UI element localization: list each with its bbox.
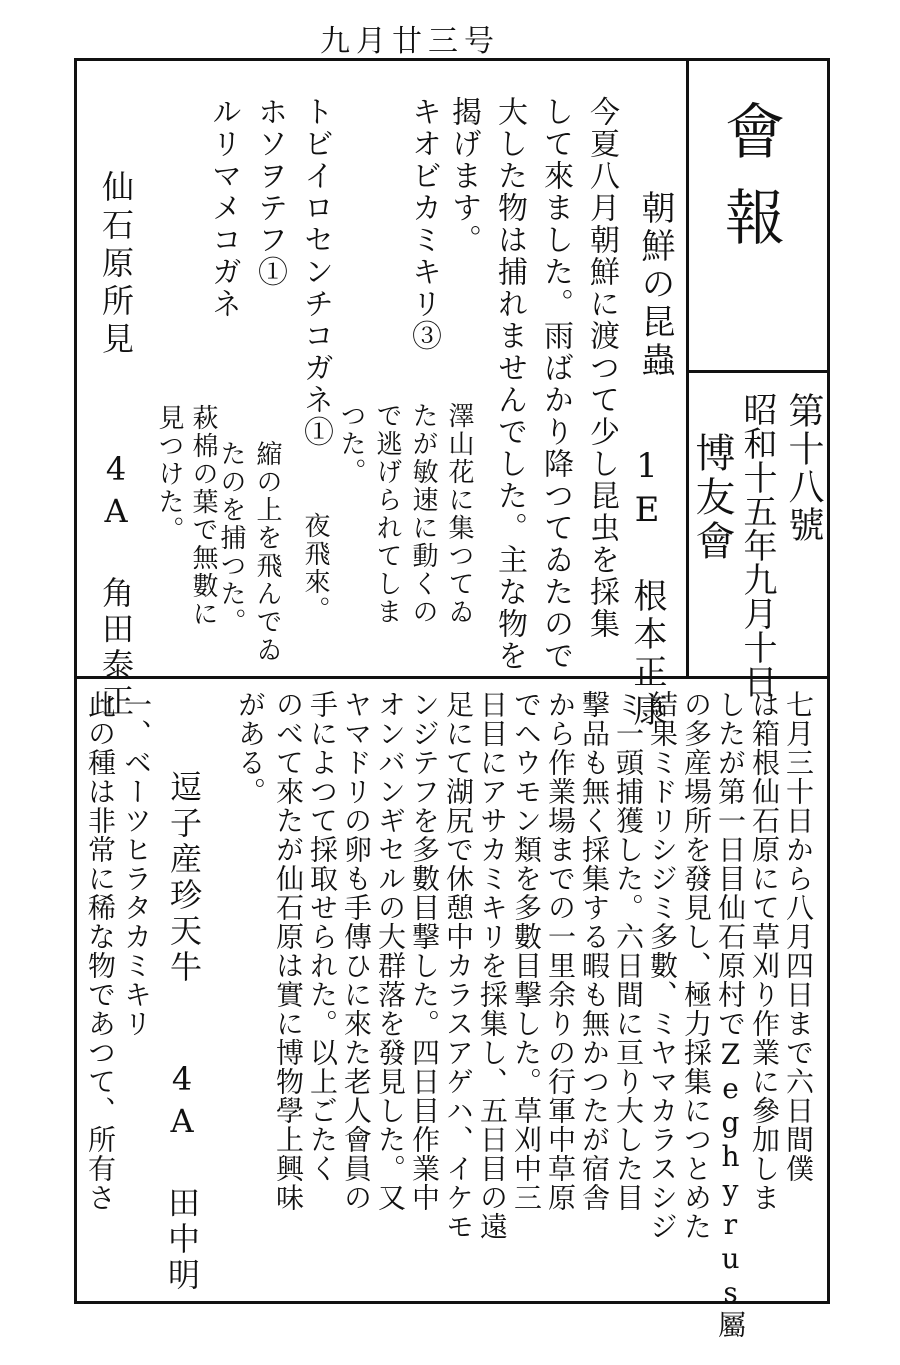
paragraph-line: 揭げます。 xyxy=(446,96,481,256)
article-author-sengoku: 4A 角田泰正 xyxy=(97,450,135,720)
publisher-name: 博友會 xyxy=(689,432,735,564)
masthead-title: 會報 xyxy=(715,100,785,272)
body-line: ミ一頭捕獲した。六日間に亘り大した目 xyxy=(612,690,645,1212)
horizontal-divider xyxy=(74,676,830,679)
body-line: 足にて湖尻で休憩中カラスアゲハ、イケモ xyxy=(442,690,475,1241)
species-note: 見つけた。 xyxy=(154,404,184,544)
body-line: 一、ベーツヒラタカミキリ xyxy=(120,690,153,1038)
issue-number: 第十八號 xyxy=(783,392,824,544)
species-note: つた。 xyxy=(336,402,366,486)
article-title-zushi: 逗子産珍天牛 xyxy=(165,770,203,986)
body-line: 七月三十日から八月四日まで六日間僕 xyxy=(782,690,815,1183)
body-line: ヤマドリの卵も手傳ひに來た老人會員の xyxy=(340,690,373,1212)
body-line: がある。 xyxy=(234,690,267,806)
body-line: 結果ミドリシジミ多數、ミヤマカラスシジ xyxy=(646,690,679,1241)
issue-date: 昭和十五年九月十日 xyxy=(737,392,777,698)
species-name: トビイロセンチコガネ① xyxy=(298,96,333,448)
body-line: でヘウモン類を多數目撃した。草刈中三 xyxy=(510,690,543,1212)
masthead-divider xyxy=(686,58,689,678)
body-line: から作業場までの一里余りの行軍中草原 xyxy=(544,690,577,1212)
species-note: 夜飛來。 xyxy=(300,512,330,624)
species-name: キオビカミキリ③ xyxy=(406,96,441,352)
page-header-label: 九月廿三号 xyxy=(320,24,500,59)
species-note: たが敏速に動くの xyxy=(408,402,438,626)
body-line: のべて來たが仙石原は實に博物學上興味 xyxy=(272,690,305,1212)
article-title-sengoku: 仙石原所見 xyxy=(97,170,135,360)
body-line: 手によつて採取せられた。以上ごたく xyxy=(306,690,339,1183)
body-line: 撃品も無く採集する暇も無かつたが宿舎 xyxy=(578,690,611,1212)
species-name: ホソヲテフ① xyxy=(252,96,287,288)
article-title-korea: 朝鮮の昆蟲 xyxy=(635,190,675,380)
body-line: ンジテフを多數目撃した。四日目作業中 xyxy=(408,690,441,1212)
species-note: 萩棉の葉で無數に xyxy=(188,404,218,628)
species-note: 縮の上を飛んでゐ xyxy=(252,440,282,664)
body-line: したが第一日目仙石原村でZeghyrus屬 xyxy=(714,690,747,1339)
body-line: は箱根仙石原にて草刈り作業に參加しま xyxy=(748,690,781,1212)
article-author-zushi: 4A 田中明 xyxy=(163,1060,201,1294)
species-note: で逃げられてしま xyxy=(372,402,402,626)
species-note: たのを捕つた。 xyxy=(216,440,246,636)
body-line: 此の種は非常に稀な物であつて、所有さ xyxy=(84,690,117,1212)
masthead-inner-divider xyxy=(686,370,830,373)
body-line: の多産場所を發見し、極力採集につとめた xyxy=(680,690,713,1241)
species-name: ルリマメコガネ xyxy=(206,96,241,320)
species-note: 澤山花に集つてゐ xyxy=(444,402,474,626)
body-line: 日目にアサカミキリを採集し、五日目の遠 xyxy=(476,690,509,1241)
paragraph-line: して來ました。雨ばかり降つてゐたので xyxy=(538,96,573,672)
article-author-korea: 1E 根本正康 xyxy=(627,446,667,730)
body-line: オンバンギセルの大群落を發見した。又 xyxy=(374,690,407,1212)
paragraph-line: 大した物は捕れませんでした。主な物を xyxy=(492,96,527,672)
paragraph-line: 今夏八月朝鮮に渡つて少し昆虫を採集 xyxy=(584,96,619,640)
